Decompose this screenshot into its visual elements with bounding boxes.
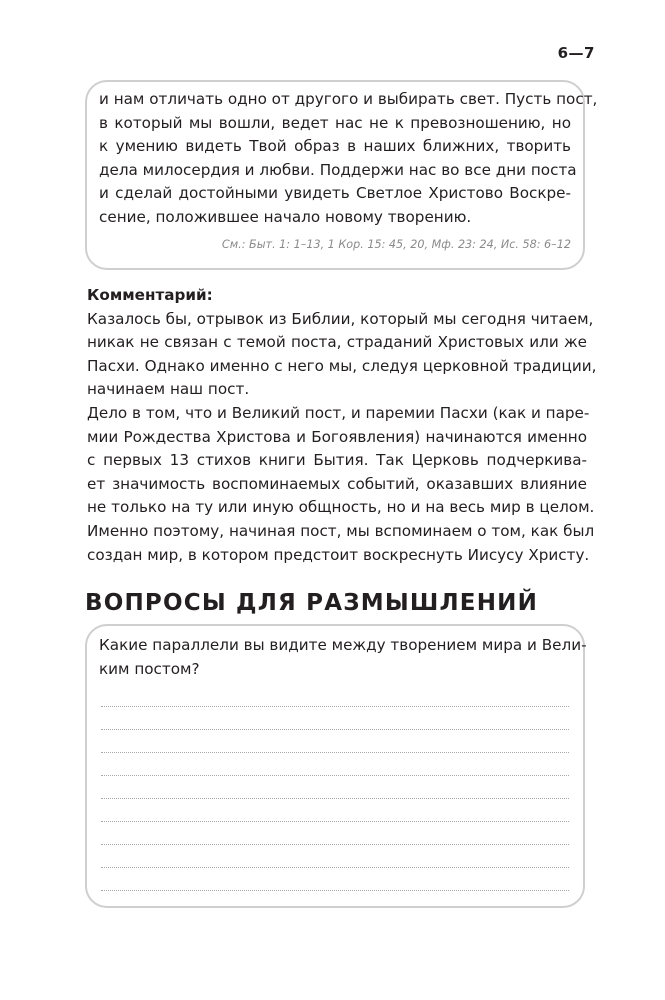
- commentary-line: начинаем наш пост.: [87, 380, 250, 399]
- scripture-reference: См.: Быт. 1: 1–13, 1 Кор. 15: 45, 20, Мф. 23: 24, Ис. 58: 6–12: [221, 238, 571, 251]
- commentary-line: Именно поэтому, начиная пост, мы вспоминаем о том, как был: [87, 521, 595, 540]
- commentary-line: Казалось бы, отрывок из Библии, который мы сегодня читаем,: [87, 309, 594, 328]
- answer-line[interactable]: [101, 730, 569, 753]
- answer-line[interactable]: [101, 753, 569, 776]
- answer-line[interactable]: [101, 707, 569, 730]
- answer-line[interactable]: [101, 845, 569, 868]
- answer-area[interactable]: [101, 684, 569, 891]
- answer-line[interactable]: [101, 868, 569, 891]
- prayer-line: и сделай достойными увидеть Светлое Христово Воскре-: [99, 184, 571, 203]
- prayer-line: в который мы вошли, ведет нас не к превозношению, но: [99, 113, 571, 132]
- commentary-line: с первых 13 стихов книги Бытия. Так Церковь подчеркива-: [87, 451, 587, 470]
- question-box: [85, 624, 585, 908]
- question-text-line: ким постом?: [99, 659, 200, 678]
- commentary-line: создан мир, в котором предстоит воскреснуть Иисусу Христу.: [87, 545, 590, 564]
- commentary-line: мии Рождества Христова и Богоявления) начинаются именно: [87, 427, 587, 446]
- answer-line[interactable]: [101, 822, 569, 845]
- answer-line[interactable]: [101, 684, 569, 707]
- prayer-line: и нам отличать одно от другого и выбирать свет. Пусть пост,: [99, 90, 598, 108]
- prayer-line: к умению видеть Твой образ в наших ближних, творить: [99, 137, 571, 156]
- page-number: 6—7: [557, 44, 595, 62]
- answer-line[interactable]: [101, 799, 569, 822]
- prayer-line: сение, положившее начало новому творению.: [99, 207, 472, 226]
- commentary-line: не только на ту или иную общность, но и на весь мир в целом.: [87, 498, 595, 517]
- commentary-line: ет значимость воспоминаемых событий, оказавших влияние: [87, 474, 587, 493]
- commentary-line: Пасхи. Однако именно с него мы, следуя церковной традиции,: [87, 356, 597, 375]
- commentary-section: [87, 284, 597, 567]
- prayer-box: [85, 80, 598, 270]
- commentary-line: никак не связан с темой поста, страданий Христовых или же: [87, 333, 587, 352]
- commentary-heading: Комментарий:: [87, 286, 213, 304]
- question-text-line: Какие параллели вы видите между творением мира и Вели-: [99, 636, 587, 654]
- commentary-line: Дело в том, что и Великий пост, и паремии Пасхи (как и паре-: [87, 403, 590, 422]
- prayer-line: дела милосердия и любви. Поддержи нас во все дни поста: [99, 160, 577, 179]
- section-title: ВОПРОСЫ ДЛЯ РАЗМЫШЛЕНИЙ: [85, 590, 539, 616]
- answer-line[interactable]: [101, 776, 569, 799]
